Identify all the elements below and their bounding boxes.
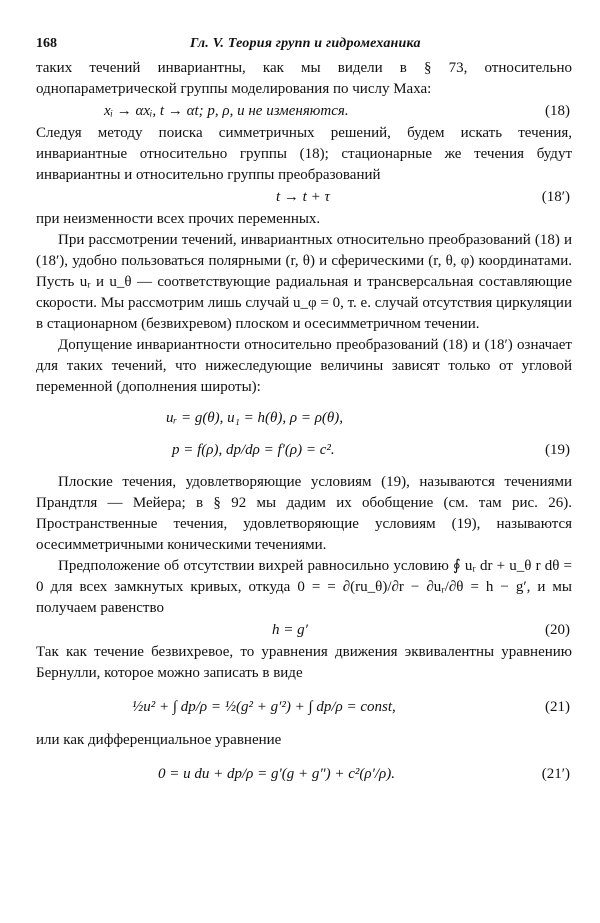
equation-19-number: (19) xyxy=(545,442,570,458)
page-header xyxy=(36,36,572,58)
equation-21-prime xyxy=(36,751,572,797)
paragraph-6: Плоские течения, удовлетворяющие условиям (19), называются течениями Прандтля — Мейера; в § 92 мы дадим их обобщение (см. там рис. 26). Пространственные течения, удовлетворяющие условиям (19), называются осесимметричными коническими течениями. xyxy=(36,474,572,553)
equation-21-prime-body: 0 = u du + dp/ρ = g′(g + g″) + c²(ρ′/ρ). xyxy=(158,766,395,782)
paragraph-3: при неизменности всех прочих переменных. xyxy=(36,211,321,227)
running-title: Гл. V. Теория групп и гидромеханика xyxy=(190,36,421,51)
equation-19-line-2 xyxy=(36,434,572,466)
equation-18 xyxy=(36,100,572,123)
equation-20 xyxy=(36,619,572,642)
paragraph-5: Допущение инвариантности относительно преобразований (18) и (18′) означает для таких течений, что нижеследующие величины зависят только от угловой переменной (дополнения широты): xyxy=(36,337,572,395)
equation-21-prime-number: (21′) xyxy=(541,766,570,782)
equation-21-body: ½u² + ∫ dp/ρ = ½(g² + g′²) + ∫ dp/ρ = const, xyxy=(132,699,396,715)
page-number: 168 xyxy=(36,36,57,51)
equation-20-body: h = g′ xyxy=(272,622,308,638)
equation-21-number: (21) xyxy=(545,699,570,715)
book-page xyxy=(36,36,572,797)
equation-19a-body: uᵣ = g(θ), u₁ = h(θ), ρ = ρ(θ), xyxy=(166,410,343,426)
paragraph-2: Следуя методу поиска симметричных решений, будем искать течения, инвариантные относительно группы (18); стационарные же течения будут инвариантны и относительно группы преобразований xyxy=(36,125,572,183)
paragraph-7: Предположение об отсутствии вихрей равносильно условию ∮ uᵣ dr + u_θ r dθ = 0 для всех замкнутых кривых, откуда 0 = = ∂(ru_θ)/∂r − ∂uᵣ/∂θ = h − g′, и мы получаем равенство xyxy=(36,558,572,616)
paragraph-8: Так как течение безвихревое, то уравнения движения эквивалентны уравнению Бернулли, которое можно записать в виде xyxy=(36,644,572,681)
equation-18-prime-body: t → t + τ xyxy=(276,189,330,205)
paragraph-1: таких течений инвариантны, как мы видели в § 73, относительно однопараметрической группы моделирования по числу Маха: xyxy=(36,60,572,97)
equation-18-prime xyxy=(36,186,572,209)
equation-19b-body: p = f(ρ), dp/dρ = f′(ρ) = c². xyxy=(172,442,335,458)
equation-19-line-1 xyxy=(36,402,572,434)
equation-18-body: xᵢ → αxᵢ, t → αt; p, ρ, u не изменяются. xyxy=(104,103,349,119)
paragraph-9: или как дифференциальное уравнение xyxy=(36,732,282,748)
paragraph-4: При рассмотрении течений, инвариантных относительно преобразований (18) и (18′), удобно пользоваться полярными (r, θ) и сферическими (r, θ, φ) координатами. Пусть uᵣ и u_θ — соответствующие радиальная и трансверсальная составляющие скорости. Мы рассмотрим лишь случай u_φ = 0, т. е. случай отсутствия циркуляции в стационарном (безвихревом) плоском и осесимметричном течении. xyxy=(36,232,572,332)
equation-21 xyxy=(36,684,572,730)
equation-18-prime-number: (18′) xyxy=(541,189,570,205)
equation-18-number: (18) xyxy=(545,103,570,119)
equation-20-number: (20) xyxy=(545,622,570,638)
